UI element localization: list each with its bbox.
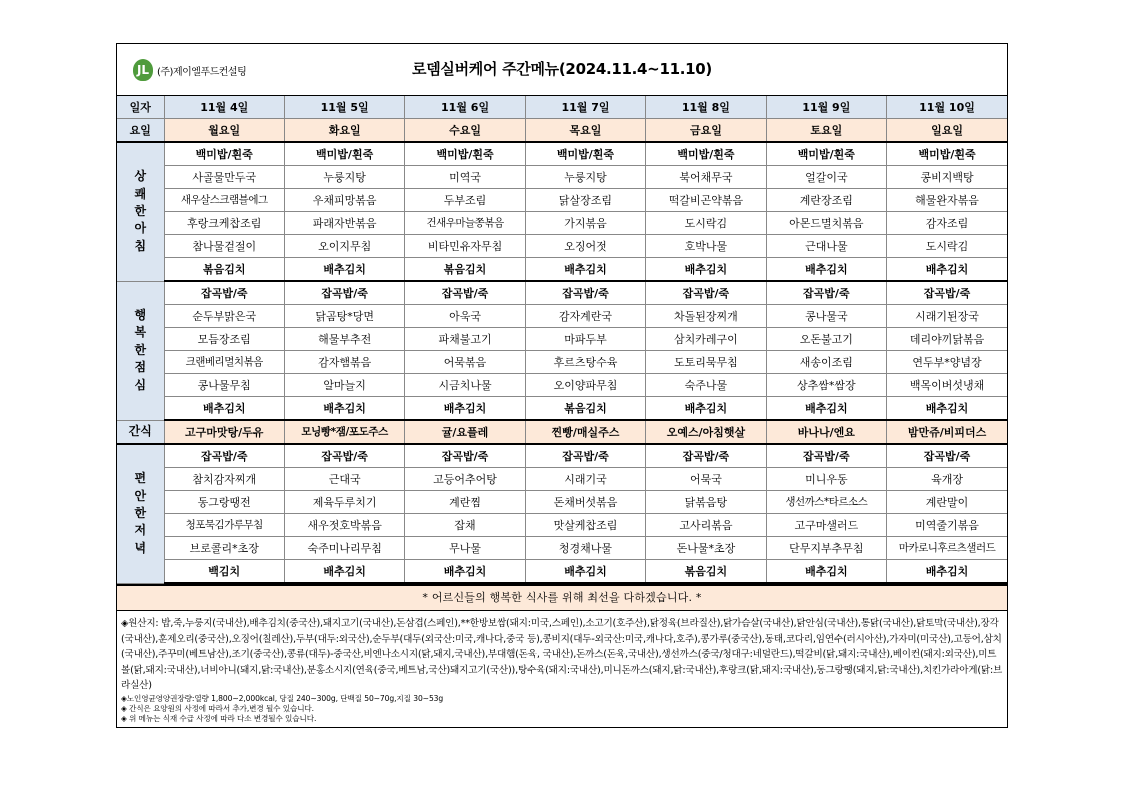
breakfast-menu-item: 배추김치	[766, 258, 886, 282]
origin-text: ◈원산지: 밥,죽,누룽지(국내산),배추김치(중국산),돼지고기(국내산),돈삼겹(스페인),**한방보쌈(돼지:미국,스페인),소고기(호주산),닭정육(브라질산),닭가슴살(국내산),닭안심(국내산),통닭(국내산),닭토막(국내산),장각(국내산),훈제오리(중국산),오징어(칠레산),두부(대두:외국산),순두부(대두(외국산:미국,캐나다,중국 등),콩비지(대두-외국산:미국,캐나다,호주),콩가루(중국산),동태,코다리,임연수(러시아산),가자미(미국산),고등어,삼치(국내산),주꾸미(베트남산),조기(중국산),콩류(대두)-중국산,비엔나소시지(닭,돼지,국내산),부대햄(돈육, 국내산),돈까스(돈육,국내산),생선까스(중국/청대구:네덜란드),떡갈비(닭,돼지:국내산),베이컨(돼지:외국산),미트볼(닭,돼지:국내산),너비아니(돼지,닭:국내산),분홍소시지(연육(중국,베트남,국산)돼지고기(국산)),탕수육(돼지:국내산),미니돈까스(돼지,닭:국내산),후랑크(닭,돼지:국내산),동그랑땡(돼지,닭:국내산),치킨가라아게(닭:브라실산)	[121, 618, 1003, 691]
breakfast-menu-item: 파래자반볶음	[284, 212, 404, 235]
date-cell: 11월 8일	[646, 96, 766, 119]
dinner-menu-item: 무나물	[405, 537, 525, 560]
table-row	[117, 189, 1007, 212]
lunch-menu-item: 배추김치	[766, 397, 886, 421]
breakfast-menu-item: 볶음김치	[405, 258, 525, 282]
breakfast-menu-item: 북어채무국	[646, 166, 766, 189]
snack-item: 오예스/아침햇살	[646, 420, 766, 444]
dinner-menu-item: 청경채나물	[525, 537, 645, 560]
lunch-menu-item: 감자햄볶음	[284, 351, 404, 374]
dinner-menu-item: 시래기국	[525, 468, 645, 491]
breakfast-menu-item: 백미밥/흰죽	[405, 142, 525, 166]
lunch-menu-item: 새송이조림	[766, 351, 886, 374]
lunch-label: 행 복 한 점 심	[117, 281, 164, 420]
lunch-menu-item: 닭곰탕*당면	[284, 305, 404, 328]
dinner-menu-item: 배추김치	[887, 560, 1007, 584]
lunch-menu-item: 아욱국	[405, 305, 525, 328]
dinner-menu-item: 근대국	[284, 468, 404, 491]
snack-row	[117, 420, 1007, 444]
dinner-menu-item: 닭볶음탕	[646, 491, 766, 514]
dinner-menu-item: 숙주미나리무침	[284, 537, 404, 560]
day-cell: 토요일	[766, 119, 886, 143]
dinner-menu-item: 잡곡밥/죽	[405, 444, 525, 468]
dinner-menu-item: 참치감자찌개	[164, 468, 284, 491]
lunch-menu-item: 마파두부	[525, 328, 645, 351]
lunch-menu-item: 잡곡밥/죽	[887, 281, 1007, 305]
lunch-menu-item: 배추김치	[164, 397, 284, 421]
snack-item: 밤만쥬/비피더스	[887, 420, 1007, 444]
table-row	[117, 537, 1007, 560]
breakfast-menu-item: 볶음김치	[164, 258, 284, 282]
dinner-menu-item: 배추김치	[766, 560, 886, 584]
table-row	[117, 305, 1007, 328]
table-row	[117, 281, 1007, 305]
lunch-menu-item: 해물부추전	[284, 328, 404, 351]
lunch-menu-item: 잡곡밥/죽	[164, 281, 284, 305]
lunch-menu-item: 감자계란국	[525, 305, 645, 328]
day-cell: 일요일	[887, 119, 1007, 143]
lunch-menu-item: 어묵볶음	[405, 351, 525, 374]
lunch-menu-item: 잡곡밥/죽	[646, 281, 766, 305]
origin-section	[117, 611, 1007, 727]
dinner-menu-item: 잡곡밥/죽	[766, 444, 886, 468]
company-name: (주)제이엘푸드컨설팅	[157, 66, 247, 78]
dinner-menu-item: 브로콜리*초장	[164, 537, 284, 560]
breakfast-menu-item: 도시락김	[646, 212, 766, 235]
breakfast-menu-item: 누룽지탕	[525, 166, 645, 189]
table-row	[117, 491, 1007, 514]
day-cell: 월요일	[164, 119, 284, 143]
dinner-menu-item: 단무지부추무침	[766, 537, 886, 560]
breakfast-menu-item: 새우살스크램블에그	[164, 189, 284, 212]
date-cell: 11월 6일	[405, 96, 525, 119]
table-row	[117, 258, 1007, 282]
date-cell: 11월 7일	[525, 96, 645, 119]
breakfast-menu-item: 오징어젓	[525, 235, 645, 258]
snack-label: 간식	[117, 420, 164, 444]
breakfast-menu-item: 두부조림	[405, 189, 525, 212]
lunch-menu-item: 배추김치	[887, 397, 1007, 421]
dinner-menu-item: 계란말이	[887, 491, 1007, 514]
breakfast-menu-item: 계란장조림	[766, 189, 886, 212]
lunch-menu-item: 도토리묵무침	[646, 351, 766, 374]
breakfast-menu-item: 콩비지백탕	[887, 166, 1007, 189]
table-row	[117, 468, 1007, 491]
lunch-menu-item: 시금치나물	[405, 374, 525, 397]
lunch-menu-item: 데리야끼닭볶음	[887, 328, 1007, 351]
breakfast-menu-item: 떡갈비곤약볶음	[646, 189, 766, 212]
weekly-menu-sheet	[116, 43, 1008, 728]
snack-item: 모닝빵*잼/포도주스	[284, 420, 404, 444]
breakfast-menu-item: 배추김치	[525, 258, 645, 282]
day-cell: 화요일	[284, 119, 404, 143]
footnote-change: ◈ 위 메뉴는 식재 수급 사정에 따라 다소 변경될수 있습니다.	[121, 713, 317, 723]
lunch-menu-item: 파채불고기	[405, 328, 525, 351]
breakfast-menu-item: 후랑크케찹조림	[164, 212, 284, 235]
dinner-menu-item: 백김치	[164, 560, 284, 584]
dinner-menu-item: 잡곡밥/죽	[646, 444, 766, 468]
breakfast-menu-item: 우채피망볶음	[284, 189, 404, 212]
lunch-menu-item: 잡곡밥/죽	[405, 281, 525, 305]
lunch-menu-item: 후르츠탕수육	[525, 351, 645, 374]
breakfast-menu-item: 백미밥/흰죽	[284, 142, 404, 166]
breakfast-menu-item: 미역국	[405, 166, 525, 189]
breakfast-menu-item: 해물완자볶음	[887, 189, 1007, 212]
day-label: 요일	[117, 119, 164, 143]
lunch-menu-item: 순두부맑은국	[164, 305, 284, 328]
footnote-nutrition: ◈노인영균영양권장량:열량 1,800~2,000kcal, 당질 240~300g, 단백질 50~70g,지질 30~53g	[121, 693, 444, 703]
table-row	[117, 166, 1007, 189]
dinner-menu-item: 어묵국	[646, 468, 766, 491]
logo-icon: JL	[133, 59, 153, 81]
dinner-menu-item: 배추김치	[405, 560, 525, 584]
day-cell: 수요일	[405, 119, 525, 143]
dinner-menu-item: 배추김치	[284, 560, 404, 584]
breakfast-menu-item: 배추김치	[284, 258, 404, 282]
table-row	[117, 351, 1007, 374]
breakfast-menu-item: 백미밥/흰죽	[887, 142, 1007, 166]
lunch-menu-item: 배추김치	[405, 397, 525, 421]
date-cell: 11월 5일	[284, 96, 404, 119]
lunch-menu-item: 크랜베리멸치볶음	[164, 351, 284, 374]
breakfast-menu-item: 백미밥/흰죽	[766, 142, 886, 166]
lunch-menu-item: 잡곡밥/죽	[284, 281, 404, 305]
breakfast-label: 상 쾌 한 아 침	[117, 142, 164, 281]
page-title: 로뎀실버케어 주간메뉴(2024.11.4~11.10)	[412, 60, 712, 78]
lunch-menu-item: 오이양파무침	[525, 374, 645, 397]
lunch-menu-item: 숙주나물	[646, 374, 766, 397]
table-row	[117, 514, 1007, 537]
lunch-menu-item: 배추김치	[284, 397, 404, 421]
table-row	[117, 444, 1007, 468]
breakfast-menu-item: 호박나물	[646, 235, 766, 258]
breakfast-menu-item: 얼갈이국	[766, 166, 886, 189]
lunch-menu-item: 시래기된장국	[887, 305, 1007, 328]
snack-item: 귤/요플레	[405, 420, 525, 444]
lunch-menu-item: 상추쌈*쌈장	[766, 374, 886, 397]
lunch-menu-item: 삼치카레구이	[646, 328, 766, 351]
lunch-menu-item: 잡곡밥/죽	[525, 281, 645, 305]
notice-banner: * 어르신들의 행복한 식사를 위해 최선을 다하겠습니다. *	[117, 584, 1007, 611]
lunch-menu-item: 알마늘지	[284, 374, 404, 397]
breakfast-menu-item: 건새우마늘쫑볶음	[405, 212, 525, 235]
dinner-menu-item: 동그랑땡전	[164, 491, 284, 514]
date-cell: 11월 4일	[164, 96, 284, 119]
lunch-menu-item: 백목이버섯냉채	[887, 374, 1007, 397]
day-row	[117, 119, 1007, 143]
dinner-menu-item: 잡곡밥/죽	[284, 444, 404, 468]
dinner-menu-item: 미역줄기볶음	[887, 514, 1007, 537]
table-row	[117, 212, 1007, 235]
breakfast-menu-item: 오이지무침	[284, 235, 404, 258]
dinner-menu-item: 잡채	[405, 514, 525, 537]
dinner-menu-item: 맛살케찹조림	[525, 514, 645, 537]
dinner-menu-item: 돈채버섯볶음	[525, 491, 645, 514]
breakfast-menu-item: 참나물겉절이	[164, 235, 284, 258]
dinner-menu-item: 마카로니후르츠샐러드	[887, 537, 1007, 560]
breakfast-menu-item: 가지볶음	[525, 212, 645, 235]
dinner-menu-item: 잡곡밥/죽	[525, 444, 645, 468]
date-label: 일자	[117, 96, 164, 119]
breakfast-menu-item: 사골물만두국	[164, 166, 284, 189]
dinner-menu-item: 고등어추어탕	[405, 468, 525, 491]
day-cell: 목요일	[525, 119, 645, 143]
dinner-menu-item: 잡곡밥/죽	[887, 444, 1007, 468]
breakfast-menu-item: 도시락김	[887, 235, 1007, 258]
breakfast-menu-item: 닭살장조림	[525, 189, 645, 212]
table-row	[117, 397, 1007, 421]
dinner-menu-item: 고사리볶음	[646, 514, 766, 537]
breakfast-menu-item: 누룽지탕	[284, 166, 404, 189]
lunch-menu-item: 콩나물국	[766, 305, 886, 328]
lunch-menu-item: 잡곡밥/죽	[766, 281, 886, 305]
breakfast-menu-item: 배추김치	[887, 258, 1007, 282]
lunch-menu-item: 모듬장조림	[164, 328, 284, 351]
dinner-menu-item: 새우젓호박볶음	[284, 514, 404, 537]
snack-item: 바나나/엔요	[766, 420, 886, 444]
table-row	[117, 328, 1007, 351]
breakfast-menu-item: 아몬드멸치볶음	[766, 212, 886, 235]
footnote-snack: ◈ 간식은 요양원의 사정에 따라서 추가,변경 될수 있습니다.	[121, 703, 314, 713]
breakfast-menu-item: 백미밥/흰죽	[646, 142, 766, 166]
snack-item: 고구마맛탕/두유	[164, 420, 284, 444]
day-cell: 금요일	[646, 119, 766, 143]
table-row	[117, 560, 1007, 584]
date-cell: 11월 10일	[887, 96, 1007, 119]
lunch-menu-item: 오돈불고기	[766, 328, 886, 351]
table-row	[117, 374, 1007, 397]
snack-item: 찐빵/매실주스	[525, 420, 645, 444]
dinner-menu-item: 고구마샐러드	[766, 514, 886, 537]
lunch-menu-item: 볶음김치	[525, 397, 645, 421]
dinner-menu-item: 볶음김치	[646, 560, 766, 584]
dinner-menu-item: 잡곡밥/죽	[164, 444, 284, 468]
dinner-menu-item: 육개장	[887, 468, 1007, 491]
lunch-menu-item: 콩나물무침	[164, 374, 284, 397]
lunch-menu-item: 연두부*양념장	[887, 351, 1007, 374]
menu-header	[117, 44, 1007, 96]
breakfast-menu-item: 비타민유자무침	[405, 235, 525, 258]
dinner-menu-item: 계란찜	[405, 491, 525, 514]
date-row	[117, 96, 1007, 119]
lunch-menu-item: 배추김치	[646, 397, 766, 421]
menu-table	[117, 96, 1007, 584]
dinner-menu-item: 제육두루치기	[284, 491, 404, 514]
lunch-menu-item: 차돌된장찌개	[646, 305, 766, 328]
date-cell: 11월 9일	[766, 96, 886, 119]
breakfast-menu-item: 배추김치	[646, 258, 766, 282]
dinner-menu-item: 미니우동	[766, 468, 886, 491]
dinner-menu-item: 청포묵김가루무침	[164, 514, 284, 537]
dinner-menu-item: 생선까스*타르소스	[766, 491, 886, 514]
table-row	[117, 142, 1007, 166]
table-row	[117, 235, 1007, 258]
breakfast-menu-item: 감자조림	[887, 212, 1007, 235]
breakfast-menu-item: 근대나물	[766, 235, 886, 258]
breakfast-menu-item: 백미밥/흰죽	[164, 142, 284, 166]
dinner-menu-item: 배추김치	[525, 560, 645, 584]
breakfast-menu-item: 백미밥/흰죽	[525, 142, 645, 166]
dinner-menu-item: 돈나물*초장	[646, 537, 766, 560]
dinner-label: 편 안 한 저 녁	[117, 444, 164, 583]
